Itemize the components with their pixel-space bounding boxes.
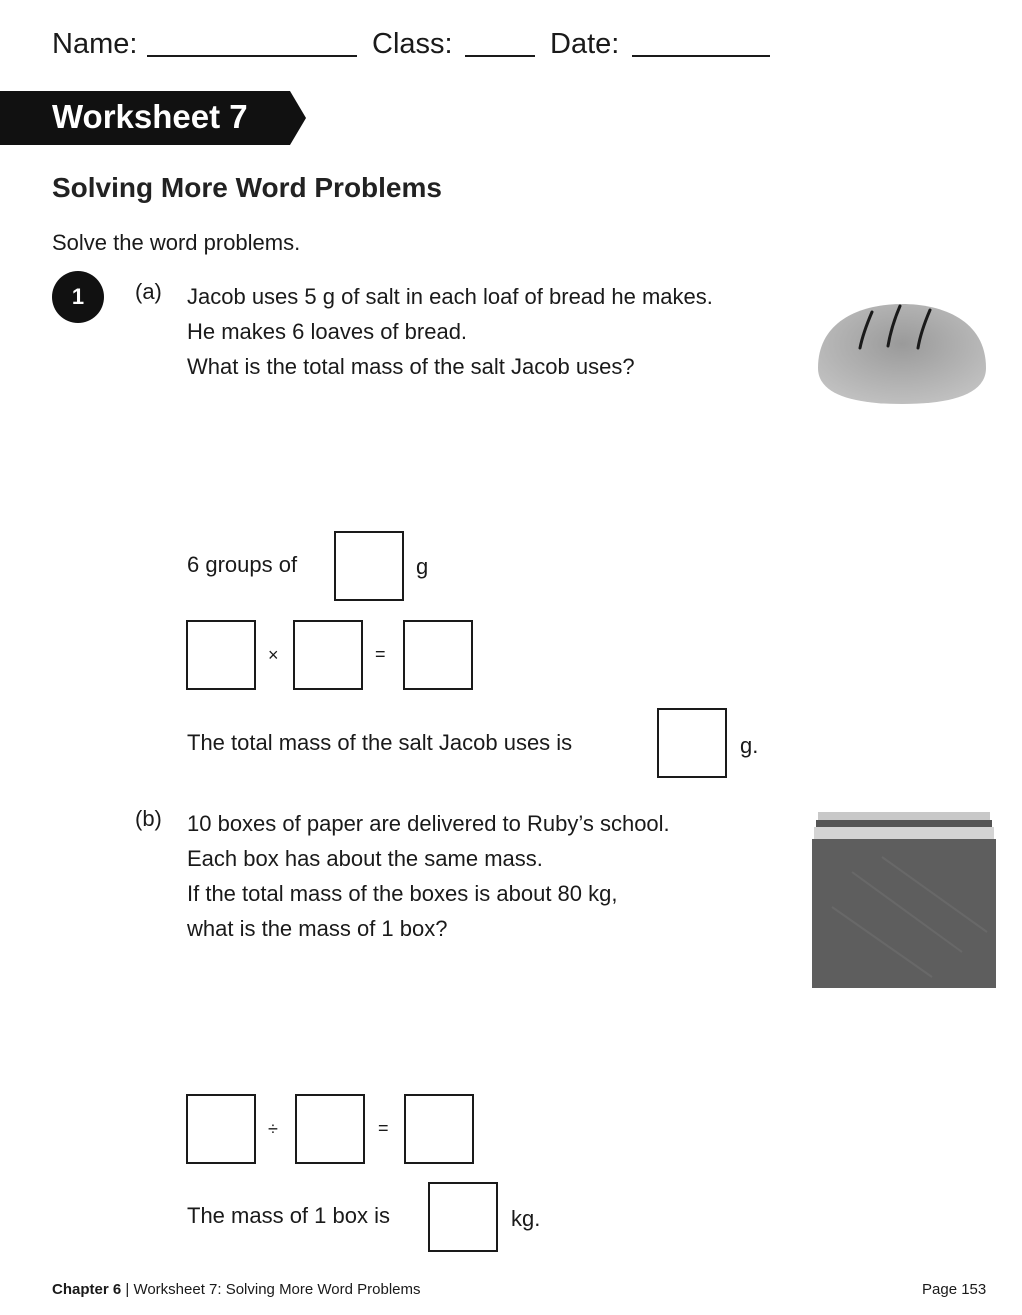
instructions: Solve the word problems.	[52, 230, 301, 255]
paper-box-icon	[812, 812, 996, 988]
divide-second-box[interactable]	[295, 1094, 365, 1164]
multiply-result-box[interactable]	[403, 620, 473, 690]
part-a-answer-box[interactable]	[657, 708, 727, 778]
part-a-label: (a)	[135, 279, 162, 304]
groups-unit: g	[416, 554, 429, 579]
part-b-line-2: Each box has about the same mass.	[187, 846, 543, 871]
multiply-first-box[interactable]	[186, 620, 256, 690]
part-b-line-1: 10 boxes of paper are delivered to Ruby’s school.	[187, 811, 670, 836]
footer-chapter: Chapter 6	[52, 1281, 122, 1298]
equals-symbol-b: =	[378, 1118, 389, 1138]
name-label: Name:	[52, 28, 138, 60]
times-symbol: ×	[268, 645, 279, 665]
section-subtitle: Solving More Word Problems	[52, 172, 442, 203]
groups-answer-box[interactable]	[334, 531, 404, 601]
footer-breadcrumb	[52, 1281, 421, 1298]
divide-first-box[interactable]	[186, 1094, 256, 1164]
bread-loaf-icon	[812, 298, 990, 410]
date-label: Date:	[550, 28, 620, 60]
multiply-second-box[interactable]	[293, 620, 363, 690]
part-a-line-1: Jacob uses 5 g of salt in each loaf of bread he makes.	[187, 284, 713, 309]
class-label: Class:	[372, 28, 453, 60]
groups-prefix: 6 groups of	[187, 552, 298, 577]
footer-separator: |	[125, 1281, 130, 1298]
name-field[interactable]	[147, 55, 357, 57]
part-a-line-2: He makes 6 loaves of bread.	[187, 319, 468, 344]
class-field[interactable]	[465, 55, 535, 57]
part-b-line-3: If the total mass of the boxes is about 80 kg,	[187, 881, 618, 906]
part-b-label: (b)	[135, 806, 162, 831]
divide-symbol: ÷	[268, 1119, 278, 1139]
question-number-badge: 1	[52, 271, 104, 323]
part-a-answer-unit: g.	[740, 733, 759, 758]
divide-result-box[interactable]	[404, 1094, 474, 1164]
part-b-answer-box[interactable]	[428, 1182, 498, 1252]
part-a-line-3: What is the total mass of the salt Jacob uses?	[187, 354, 635, 379]
part-b-answer-prefix: The mass of 1 box is	[187, 1203, 390, 1228]
part-a-answer-prefix: The total mass of the salt Jacob uses is	[187, 730, 573, 755]
part-b-line-4: what is the mass of 1 box?	[187, 916, 448, 941]
date-field[interactable]	[632, 55, 770, 57]
worksheet-title: Worksheet 7	[52, 98, 248, 135]
footer-worksheet: Worksheet 7: Solving More Word Problems	[133, 1281, 421, 1298]
equals-symbol-a: =	[375, 644, 386, 664]
part-b-answer-unit: kg.	[511, 1206, 541, 1231]
page-number: Page 153	[922, 1281, 987, 1298]
